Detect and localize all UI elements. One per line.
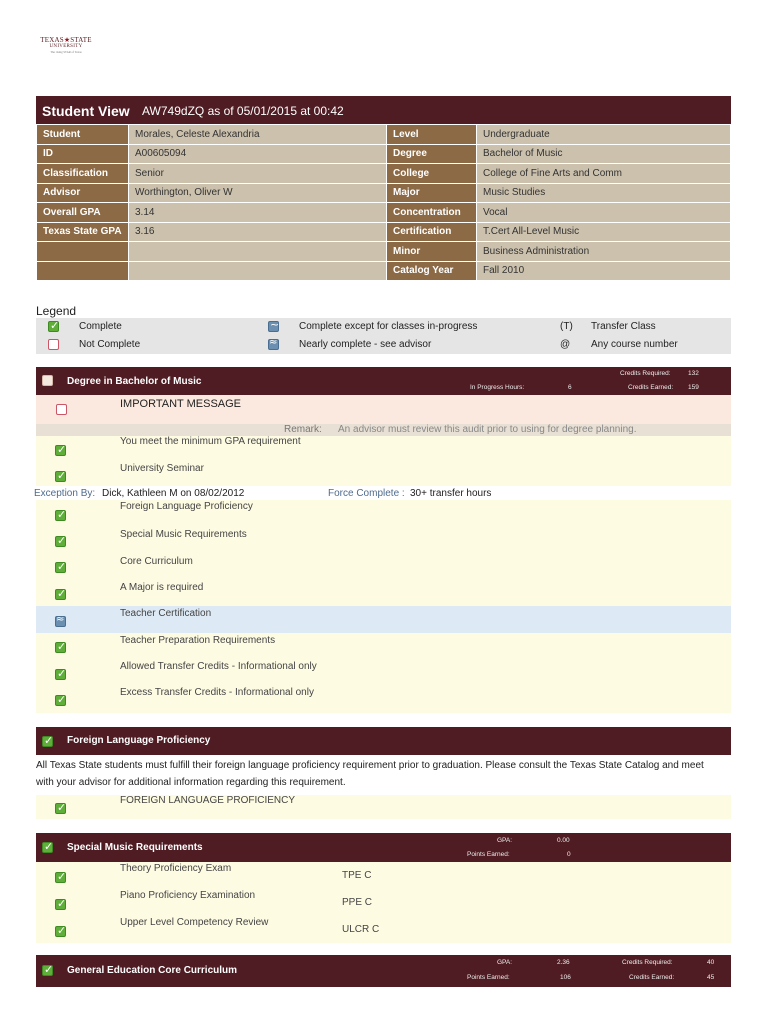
info-row: Overall GPA 3.14 Concentration Vocal [37, 203, 731, 223]
complete-icon [55, 562, 66, 573]
complete-icon [55, 589, 66, 600]
requirement-row[interactable]: ✓ A Major is required [36, 580, 731, 606]
remark-text: An advisor must review this audit prior to using for degree planning. [338, 424, 637, 435]
info-row: Catalog Year Fall 2010 [37, 261, 731, 281]
special-music-section-header[interactable]: ✓ Special Music Requirements GPA: 0.00 Points Earned: 0 [36, 833, 731, 862]
info-row: Classification Senior College College of Fine Arts and Comm [37, 164, 731, 184]
remark-row [36, 424, 731, 436]
transfer-symbol: (T) [560, 321, 573, 332]
nearly-complete-icon [268, 339, 279, 350]
foreign-language-title: Foreign Language Proficiency [67, 735, 211, 746]
foreign-language-description: All Texas State students must fulfill their foreign language proficiency requirement prior to graduation. Please consult the Texas State Catalog and meet with your advisor for additional information regarding this requirement. [36, 760, 704, 788]
complete-icon [55, 642, 66, 653]
requirement-row[interactable]: ✓ Excess Transfer Credits - Informational only [36, 686, 731, 713]
requirement-row[interactable]: ✓ Foreign Language Proficiency [36, 500, 731, 526]
remark-label: Remark: [284, 424, 322, 435]
requirement-row[interactable]: ✓ FOREIGN LANGUAGE PROFICIENCY [36, 795, 731, 819]
legend-in-progress-label: Complete except for classes in-progress [299, 321, 478, 332]
complete-icon [55, 510, 66, 521]
any-course-symbol: @ [560, 339, 571, 350]
legend-title: Legend [36, 304, 77, 318]
complete-icon [55, 872, 66, 883]
student-info-table [36, 124, 731, 281]
requirement-row[interactable]: ✓ You meet the minimum GPA requirement [36, 436, 731, 462]
info-row: Minor Business Administration [37, 242, 731, 262]
foreign-language-section-header[interactable] [36, 727, 731, 755]
requirement-row[interactable]: ✓ Allowed Transfer Credits - Informational only [36, 660, 731, 686]
complete-icon [55, 926, 66, 937]
info-row: Texas State GPA 3.16 Certification T.Cert All-Level Music [37, 222, 731, 242]
complete-icon [55, 695, 66, 706]
complete-icon [55, 899, 66, 910]
texas-state-logo: TEXAS★STATE UNIVERSITY The rising STAR of Texas [40, 36, 92, 54]
legend-complete-label: Complete [79, 321, 122, 332]
not-complete-icon [48, 339, 59, 350]
not-complete-icon [56, 404, 67, 415]
complete-icon [55, 471, 66, 482]
student-view-header [36, 96, 731, 124]
requirement-row[interactable]: ✓ Teacher Preparation Requirements [36, 633, 731, 660]
legend-not-complete-label: Not Complete [79, 339, 141, 350]
info-row: ID A00605094 Degree Bachelor of Music [37, 144, 731, 164]
exception-row: Exception By: Dick, Kathleen M on 08/02/2012 Force Complete : 30+ transfer hours [34, 488, 492, 499]
complete-icon [42, 965, 53, 976]
requirement-row[interactable]: ✓ Special Music Requirements [36, 526, 731, 553]
legend-nearly-label: Nearly complete - see advisor [299, 339, 432, 350]
in-progress-icon [268, 321, 279, 332]
complete-icon [55, 445, 66, 456]
legend-panel [36, 318, 731, 354]
legend-transfer-label: Transfer Class [591, 321, 656, 332]
important-message: IMPORTANT MESSAGE [120, 398, 242, 410]
requirement-row[interactable]: ✓ Theory Proficiency Exam TPE C [36, 862, 731, 889]
student-view-title: Student View [42, 103, 130, 119]
complete-icon [48, 321, 59, 332]
requirement-row[interactable]: ✓ University Seminar [36, 462, 731, 486]
not-complete-icon [42, 375, 53, 386]
important-message-row [36, 395, 731, 424]
requirement-row[interactable]: ✓ Upper Level Competency Review ULCR C [36, 916, 731, 943]
requirement-row[interactable]: ≈ Teacher Certification [36, 606, 731, 633]
audit-id-timestamp: AW749dZQ as of 05/01/2015 at 00:42 [142, 104, 344, 118]
requirement-row[interactable]: ✓ Piano Proficiency Examination PPE C [36, 889, 731, 916]
info-row: Advisor Worthington, Oliver W Major Music Studies [37, 183, 731, 203]
degree-section-header[interactable]: Degree in Bachelor of Music Credits Required: 132 In Progress Hours: 6 Credits Earned: 159 [36, 367, 731, 395]
nearly-complete-icon [55, 616, 66, 627]
complete-icon [55, 669, 66, 680]
complete-icon [42, 842, 53, 853]
complete-icon [55, 803, 66, 814]
complete-icon [42, 736, 53, 747]
info-row: Student Morales, Celeste Alexandria Level Undergraduate [37, 125, 731, 145]
degree-title: Degree in Bachelor of Music [67, 376, 202, 387]
gen-ed-section-header[interactable]: ✓ General Education Core Curriculum GPA: 2.36 Points Earned: 106 Credits Required: 40 Credits Earned: 45 [36, 955, 731, 987]
legend-any-course-label: Any course number [591, 339, 678, 350]
requirement-row[interactable]: ✓ Core Curriculum [36, 553, 731, 580]
gen-ed-title: General Education Core Curriculum [67, 965, 238, 976]
special-music-title: Special Music Requirements [67, 842, 203, 853]
complete-icon [55, 536, 66, 547]
